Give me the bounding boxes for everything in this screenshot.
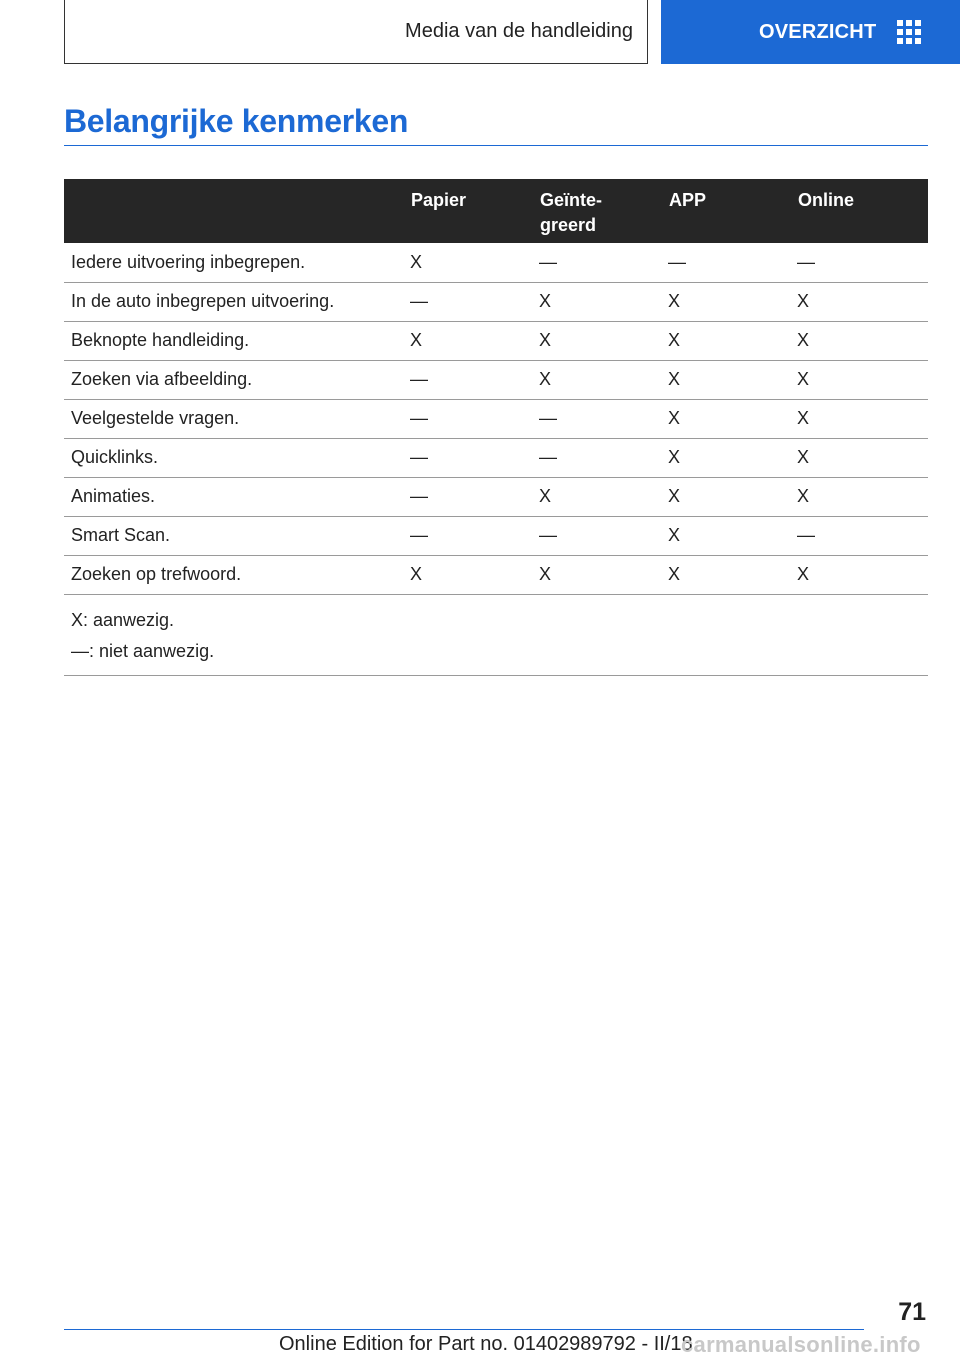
column-header-paper: Papier [403,179,532,243]
availability-cell: X [403,243,532,282]
availability-cell: X [661,282,790,321]
availability-cell: — [403,516,532,555]
feature-name-cell: Veelgestelde vragen. [64,399,403,438]
availability-cell: X [790,282,928,321]
watermark: carmanualsonline.info [681,1332,921,1357]
column-header-online: Online [790,179,928,243]
section-label: Media van de handleiding [405,20,633,42]
legend-item: X: aanwezig. [71,609,175,630]
legend-row [64,594,928,675]
legend-item: —: niet aanwezig. [71,640,215,661]
availability-cell: — [790,243,928,282]
table-row [64,555,928,594]
feature-name-cell: Beknopte handleiding. [64,321,403,360]
grid-icon [897,20,921,44]
section-tab[interactable] [64,0,648,64]
availability-cell: — [403,282,532,321]
title-divider [64,145,928,146]
availability-cell: X [661,477,790,516]
availability-cell: X [532,321,661,360]
feature-name-cell: In de auto inbegrepen uitvoering. [64,282,403,321]
feature-name-cell: Animaties. [64,477,403,516]
table-row [64,516,928,555]
availability-cell: X [532,282,661,321]
availability-cell: X [790,477,928,516]
page-number: 71 [898,1298,926,1326]
availability-cell: X [661,399,790,438]
availability-cell: X [403,321,532,360]
availability-cell: X [790,360,928,399]
availability-cell: — [790,516,928,555]
availability-cell: — [403,438,532,477]
availability-cell: X [403,555,532,594]
legend-cell [64,594,928,675]
column-header-integrated: Geïnte- greerd [532,179,661,243]
availability-cell: — [403,399,532,438]
table-row [64,282,928,321]
availability-cell: X [532,360,661,399]
availability-cell: — [532,243,661,282]
table-row [64,243,928,282]
availability-cell: — [403,360,532,399]
availability-cell: X [532,477,661,516]
table-row [64,321,928,360]
feature-name-cell: Zoeken op trefwoord. [64,555,403,594]
availability-cell: X [532,555,661,594]
feature-name-cell: Iedere uitvoering inbegrepen. [64,243,403,282]
availability-cell: X [661,360,790,399]
footer-divider [64,1329,864,1330]
edition-text: Online Edition for Part no. 01402989792 - II/18 [279,1333,693,1355]
table-header-row [64,179,928,243]
table-row [64,477,928,516]
availability-cell: X [661,516,790,555]
availability-cell: — [661,243,790,282]
table-row [64,360,928,399]
column-header [64,179,403,243]
availability-cell: X [790,321,928,360]
table-row [64,399,928,438]
feature-name-cell: Smart Scan. [64,516,403,555]
table-row [64,438,928,477]
availability-cell: X [661,438,790,477]
overview-label: OVERZICHT [759,20,877,43]
availability-cell: X [790,438,928,477]
features-table [64,179,928,676]
overview-button[interactable] [661,0,960,64]
feature-name-cell: Zoeken via afbeelding. [64,360,403,399]
availability-cell: X [790,399,928,438]
page-title: Belangrijke kenmerken [64,103,409,139]
availability-cell: X [790,555,928,594]
feature-name-cell: Quicklinks. [64,438,403,477]
column-header-app: APP [661,179,790,243]
availability-cell: — [532,438,661,477]
availability-cell: — [403,477,532,516]
availability-cell: X [661,321,790,360]
availability-cell: X [661,555,790,594]
availability-cell: — [532,516,661,555]
availability-cell: — [532,399,661,438]
